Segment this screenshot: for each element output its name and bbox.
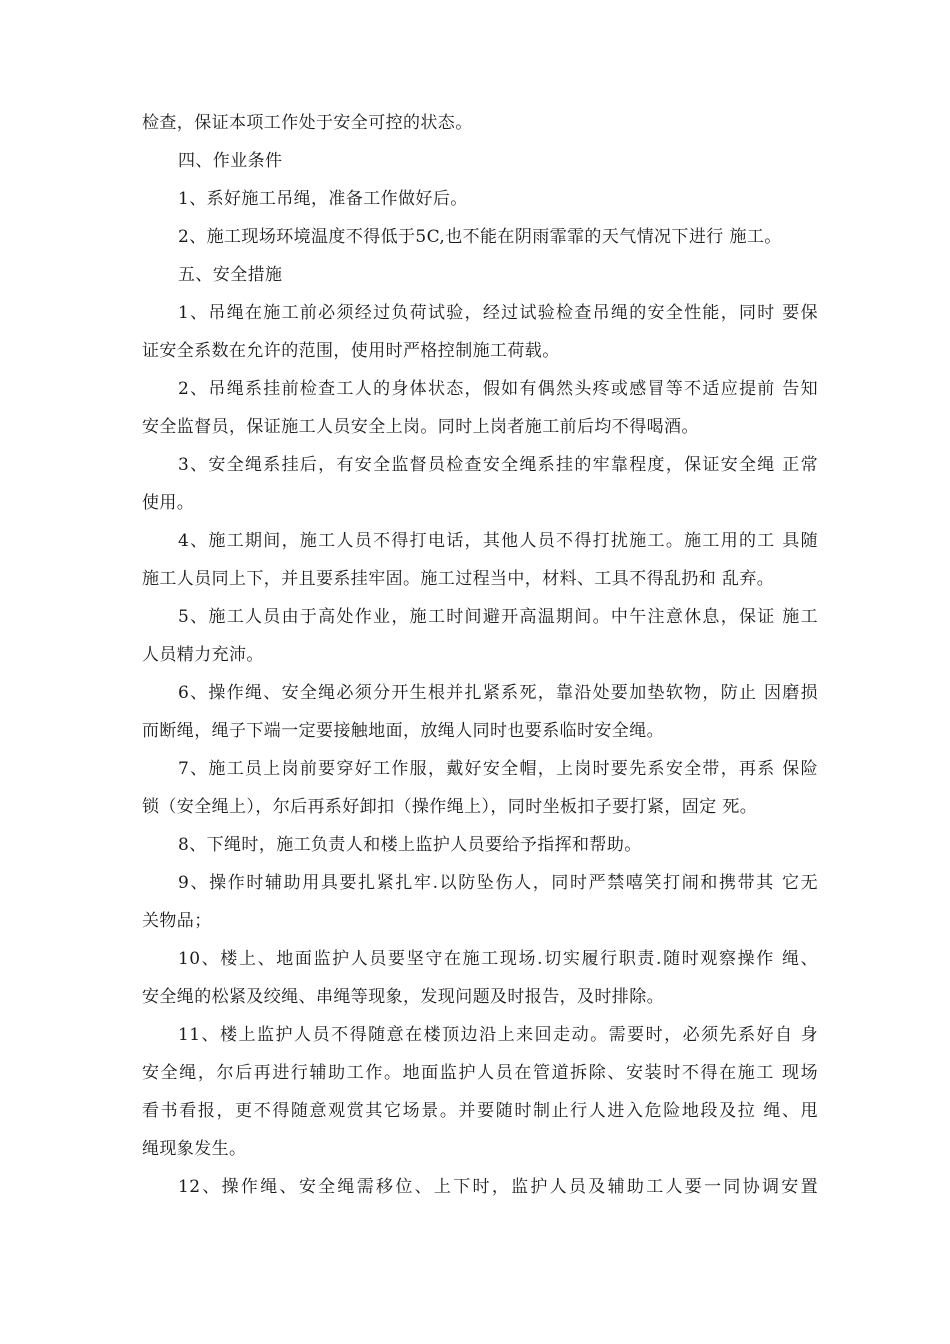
- text-line: 4、施工期间，施工人员不得打电话，其他人员不得打扰施工。施工用的工 具随: [178, 531, 818, 551]
- text-line: 锁（安全绳上），尔后再系好卸扣（操作绳上），同时坐板扣子要打紧，固定 死。: [142, 797, 758, 817]
- text-line: 检查，保证本项工作处于安全可控的状态。: [142, 113, 473, 133]
- text-line: 关物品；: [142, 911, 212, 931]
- text-line: 安全绳，尔后再进行辅助工作。地面监护人员在管道拆除、安装时不得在施工 现场: [142, 1063, 818, 1083]
- text-line: 绳现象发生。: [142, 1139, 247, 1159]
- text-line: 1、吊绳在施工前必须经过负荷试验，经过试验检查吊绳的安全性能，同时 要保: [178, 303, 818, 323]
- text-line: 五、安全措施: [178, 265, 283, 285]
- text-line: 12、操作绳、安全绳需移位、上下时，监护人员及辅助工人要一同协调安置: [178, 1177, 818, 1197]
- text-line: 5、施工人员由于高处作业，施工时间避开高温期间。中午注意休息，保证 施工: [178, 607, 818, 627]
- text-line: 而断绳，绳子下端一定要接触地面，放绳人同时也要系临时安全绳。: [142, 721, 664, 741]
- text-line: 安全监督员，保证施工人员安全上岗。同时上岗者施工前后均不得喝酒。: [142, 417, 699, 437]
- text-line: 证安全系数在允许的范围，使用时严格控制施工荷载。: [142, 341, 560, 361]
- text-line: 11、楼上监护人员不得随意在楼顶边沿上来回走动。需要时，必须先系好自 身: [178, 1025, 818, 1045]
- text-line: 1、系好施工吊绳，准备工作做好后。: [178, 189, 468, 209]
- text-line: 3、安全绳系挂后，有安全监督员检查安全绳系挂的牢靠程度，保证安全绳 正常: [178, 455, 818, 475]
- text-line: 使用。: [142, 493, 195, 513]
- text-line: 四、作业条件: [178, 151, 283, 171]
- text-line: 2、吊绳系挂前检查工人的身体状态，假如有偶然头疼或感冒等不适应提前 告知: [178, 379, 818, 399]
- text-line: 10、楼上、地面监护人员要坚守在施工现场.切实履行职责.随时观察操作 绳、: [178, 949, 818, 969]
- text-line: 人员精力充沛。: [142, 645, 264, 665]
- text-line: 9、操作时辅助用具要扎紧扎牢.以防坠伤人，同时严禁嘻笑打闹和携带其 它无: [178, 873, 818, 893]
- text-line: 看书看报，更不得随意观赏其它场景。并要随时制止行人进入危险地段及拉 绳、甩: [142, 1101, 818, 1121]
- text-line: 8、下绳时，施工负责人和楼上监护人员要给予指挥和帮助。: [178, 835, 642, 855]
- text-line: 6、操作绳、安全绳必须分开生根并扎紧系死，靠沿处要加垫软物，防止 因磨损: [178, 683, 818, 703]
- document-body: [142, 104, 818, 1206]
- text-line: 2、施工现场环境温度不得低于5C,也不能在阴雨霏霏的天气情况下进行 施工。: [178, 227, 782, 247]
- text-line: 安全绳的松紧及绞绳、串绳等现象，发现问题及时报告，及时排除。: [142, 987, 664, 1007]
- text-line: 施工人员同上下，并且要系挂牢固。施工过程当中，材料、工具不得乱扔和 乱弃。: [142, 569, 775, 589]
- text-line: 7、施工员上岗前要穿好工作服，戴好安全帽，上岗时要先系安全带，再系 保险: [178, 759, 818, 779]
